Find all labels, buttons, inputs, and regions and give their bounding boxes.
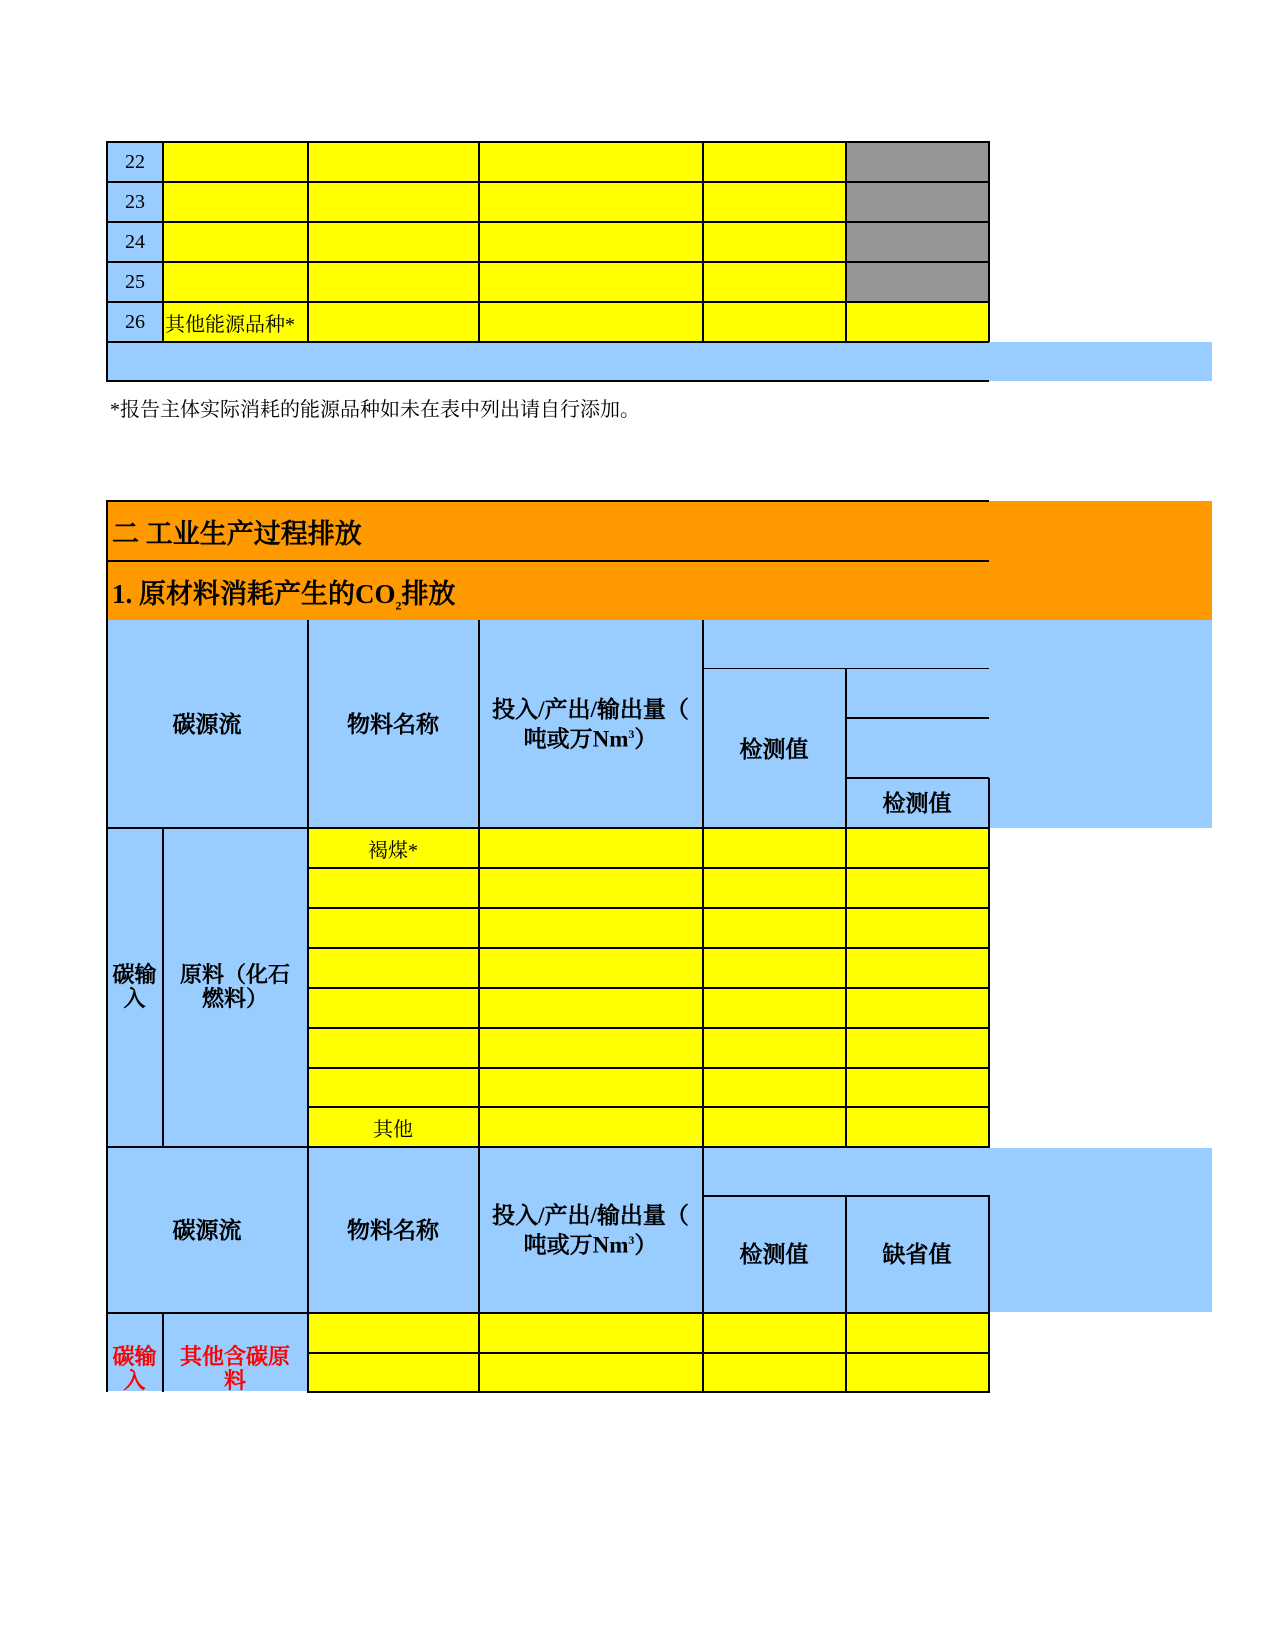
material-cell[interactable] (308, 1028, 478, 1068)
material-cell[interactable] (308, 908, 478, 948)
quantity-header-2: 投入/产出/输出量（ 吨或万Nm$^3$） (492, 1202, 689, 1258)
default-value-header: 缺省值 (882, 1242, 952, 1267)
row-number: 23 (107, 182, 163, 222)
measured-header-3: 检测值 (739, 1242, 809, 1267)
footnote: *报告主体实际消耗的能源品种如未在表中列出请自行添加。 (110, 399, 640, 421)
quantity-header: 投入/产出/输出量（ 吨或万Nm$^3$） (492, 696, 689, 752)
row-number: 25 (107, 262, 163, 302)
input-group-cells-2 (107, 1313, 307, 1391)
measured-header: 检测值 (739, 736, 809, 762)
measured-header-2: 检测值 (882, 791, 952, 816)
material-cell[interactable] (308, 1068, 478, 1108)
carbon-input-label-2: 碳输入 (112, 1344, 157, 1391)
row-number: 22 (107, 142, 163, 182)
material-cell[interactable]: 其他 (373, 1118, 413, 1141)
energy-name-cell[interactable]: 其他能源品种* (165, 313, 295, 336)
material-cell[interactable]: 褐煤* (368, 839, 418, 862)
other-carbon-material-label: 其他含碳原料 (179, 1344, 290, 1391)
carbon-input-label: 碳输入 (112, 962, 157, 1011)
material-name-header-2: 物料名称 (347, 1217, 439, 1243)
section-title: 二 工业生产过程排放 (112, 519, 362, 549)
row-number: 26 (107, 302, 163, 342)
section-subtitle: 1. 原材料消耗产生的$CO_2$排放 (112, 579, 456, 613)
energy-input-cell[interactable] (846, 302, 989, 342)
material-cell[interactable] (308, 988, 478, 1028)
raw-material-label: 原料（化石燃料） (179, 962, 290, 1011)
carbon-source-header: 碳源流 (172, 711, 242, 737)
material-name-header: 物料名称 (347, 711, 439, 737)
summary-row (107, 342, 1212, 381)
material-cell[interactable] (308, 948, 478, 988)
material-cell[interactable] (308, 868, 478, 908)
row-number: 24 (107, 222, 163, 262)
carbon-source-header-2: 碳源流 (172, 1217, 242, 1243)
